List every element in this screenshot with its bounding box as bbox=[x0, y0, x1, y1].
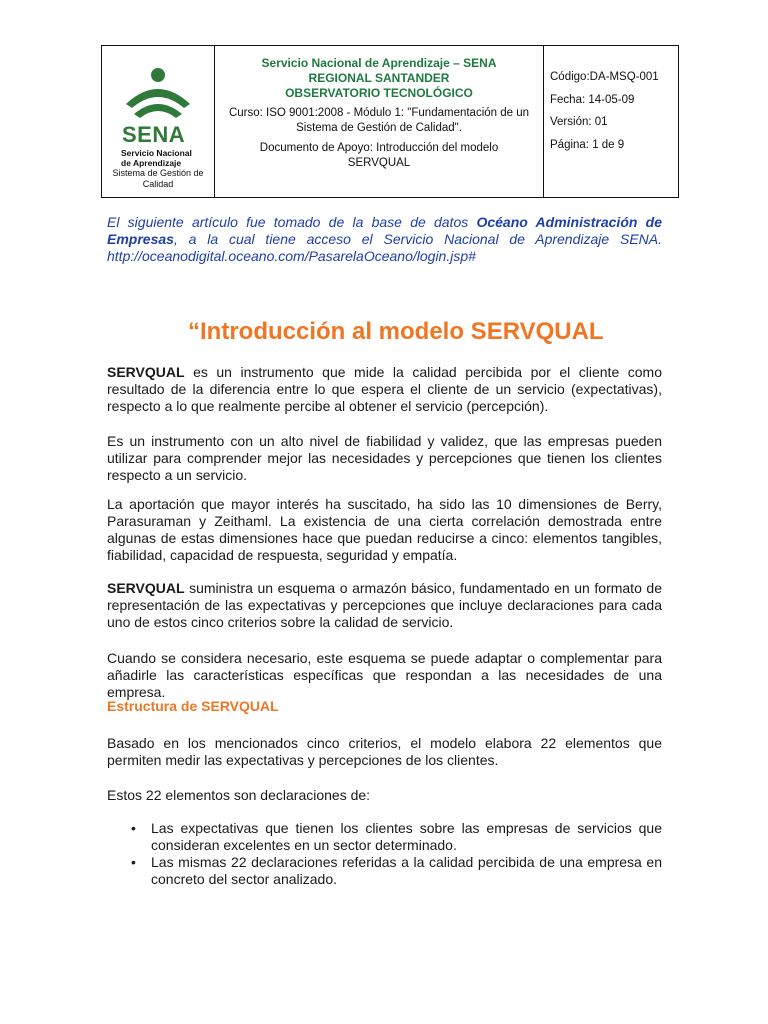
paragraph-2: Es un instrumento con un alto nivel de fiabilidad y validez, que las empresas pueden utilizar para comprender mejor las necesidades y percepciones que tienen los clientes respecto a un servicio. bbox=[107, 433, 662, 483]
list-item-text: Las mismas 22 declaraciones referidas a la calidad percibida de una empresa en concreto del sector analizado. bbox=[151, 854, 662, 887]
servqual-term: SERVQUAL bbox=[107, 364, 185, 380]
paragraph-1-text: es un instrumento que mide la calidad percibida por el cliente como resultado de la diferencia entre lo que espera el cliente de un servicio (expectativas), respecto a lo que realmente percibe al obtener el servicio (percepción). bbox=[107, 364, 662, 414]
org-regional: REGIONAL SANTANDER bbox=[308, 71, 450, 85]
paragraph-1 bbox=[107, 364, 662, 415]
doc-version: Versión: 01 bbox=[550, 116, 608, 128]
source-note-text-2: , a la cual tiene acceso el Servicio Nacional de Aprendizaje SENA. bbox=[173, 231, 662, 247]
document-title: Documento de Apoyo: Introducción del modelo SERVQUAL bbox=[259, 142, 499, 169]
paragraph-4-text: suministra un esquema o armazón básico, fundamentado en un formato de representación de las expectativas y percepciones que incluye declaraciones para cada uno de estos cinco criterios sobre la calidad de servicio. bbox=[107, 580, 662, 630]
list-item-text: Las expectativas que tienen los clientes sobre las empresas de servicios que consideran excelentes en un sector determinado. bbox=[151, 820, 662, 853]
paragraph-4 bbox=[107, 580, 662, 631]
logo-brand-sub-1: Servicio Nacional bbox=[121, 148, 192, 158]
section-heading: Estructura de SERVQUAL bbox=[107, 698, 279, 714]
paragraph-6: Basado en los mencionados cinco criterios, el modelo elabora 22 elementos que permiten medir las expectativas y percepciones de los clientes. bbox=[107, 735, 662, 768]
org-observatory: OBSERVATORIO TECNOLÓGICO bbox=[285, 86, 473, 100]
source-note-text: El siguiente artículo fue tomado de la base de datos bbox=[107, 214, 477, 230]
header-meta-cell bbox=[544, 46, 678, 197]
source-note bbox=[107, 214, 662, 265]
header-title-cell bbox=[215, 46, 544, 197]
course-title: Curso: ISO 9001:2008 - Módulo 1: "Fundamentación de un Sistema de Gestión de Calidad". bbox=[228, 107, 530, 134]
servqual-term: SERVQUAL bbox=[107, 580, 185, 596]
doc-code: Código:DA-MSQ-001 bbox=[550, 71, 659, 83]
doc-page-number: Página: 1 de 9 bbox=[550, 138, 625, 151]
paragraph-7: Estos 22 elementos son declaraciones de: bbox=[107, 787, 371, 803]
org-name: Servicio Nacional de Aprendizaje – SENA bbox=[261, 56, 497, 70]
paragraph-3: La aportación que mayor interés ha suscitado, ha sido las 10 dimensiones de Berry, Parasuraman y Zeithaml. La existencia de una cierta correlación demostrada entre algunas de estas dimensiones hace que puedan reducirse a cinco: elementos tangibles, fiabilidad, capacidad de respuesta, seguridad y empatía. bbox=[107, 496, 662, 563]
logo-brand-sub-2: de Aprendizaje bbox=[121, 158, 182, 168]
list-item bbox=[107, 820, 662, 854]
bullet-icon: • bbox=[131, 854, 136, 870]
quality-system-label: Sistema de Gestión de Calidad bbox=[112, 168, 204, 189]
article-title: “Introducción al modelo SERVQUAL bbox=[188, 318, 604, 345]
declarations-list bbox=[107, 820, 662, 888]
logo-brand: SENA bbox=[122, 122, 186, 147]
doc-date: Fecha: 14-05-09 bbox=[550, 93, 635, 106]
paragraph-5: Cuando se considera necesario, este esquema se puede adaptar o complementar para añadirle las características específicas que respondan a las necesidades de una empresa. bbox=[107, 650, 662, 700]
source-url-link[interactable]: http://oceanodigital.oceano.com/PasarelaOceano/login.jsp# bbox=[107, 248, 476, 264]
list-item bbox=[107, 854, 662, 888]
logo-cell bbox=[102, 46, 215, 197]
source-database-name: Océano Administración de Empresas bbox=[107, 214, 662, 247]
sena-logo-icon bbox=[120, 66, 196, 122]
document-header-table bbox=[101, 45, 679, 198]
bullet-icon: • bbox=[131, 820, 136, 836]
